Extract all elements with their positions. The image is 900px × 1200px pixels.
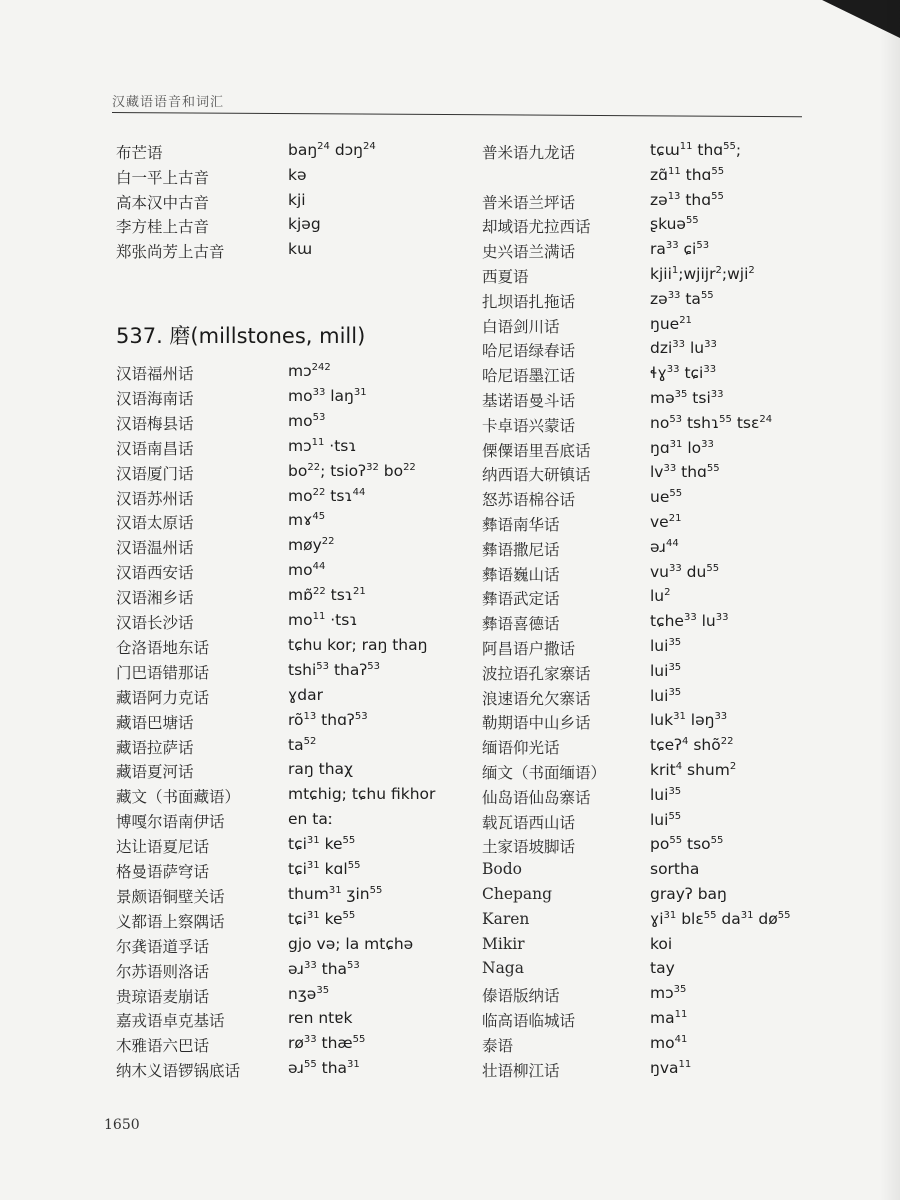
entry-language: 汉语苏州话 [116,489,194,508]
entry-language: 贵琼语麦崩话 [116,987,210,1006]
entry-language: 浪速语允欠寨话 [482,689,591,708]
entry-language: 普米语兰坪话 [482,193,576,212]
entry-form: kɯ [288,240,313,259]
entry-language: 布芒语 [116,144,163,162]
entry-language: 彝语巍山话 [482,565,560,584]
entry-language: 基诺语曼斗话 [482,392,576,410]
entry-form: tɕi$^{31}$ $ke^{55}$ [288,835,356,854]
entry-language: 西夏语 [482,268,529,286]
entry-language: 普米语九龙话 [482,144,576,162]
entry-form: møy$^{22}$ [288,536,335,555]
entry-form: zə$^{13}$ thɑ$^{55}$ [650,190,724,209]
entry-form: tshi$^{53}$ thaʔ$^{53}$ [288,660,381,679]
entry-language: 门巴语错那话 [116,663,210,682]
entry-language: 阿昌语户撒话 [482,640,576,658]
entry-form: tɕɯ$^{11}$ thɑ$^{55}$; [650,141,742,159]
entry-language: 汉语长沙话 [116,614,194,632]
entry-language: 怒苏语棉谷话 [482,491,576,510]
entry-form: $mo^{44}$ [288,561,326,580]
entry-language: 汉语西安话 [116,564,194,583]
entry-form: zə$^{33}$ $ta^{55}$ [650,289,714,308]
entry-language: 藏语阿力克话 [116,688,210,707]
entry-form: kə [288,165,307,184]
entry-form: ɬɣ$^{33}$ tɕi$^{33}$ [650,364,717,383]
entry-language: 汉语梅县话 [116,414,194,433]
entry-form: tɕi$^{31}$ $ke^{55}$ [288,909,356,928]
entry-language: 纳西语大研镇话 [482,466,591,485]
entry-form: grayʔ baŋ [650,885,727,903]
entry-form: kjii$^1$;wjijr$^2$;wji$^2$ [650,265,755,283]
entry-language: 傣语版纳话 [482,987,560,1006]
entry-language: 壮语柳江话 [482,1061,560,1080]
entry-language: 缅语仰光话 [482,739,560,758]
entry-form: lui$^{35}$ [650,637,682,655]
entry-language: 藏语巴塘话 [116,713,194,732]
entry-form: $lv^{33}$ thɑ$^{55}$ [650,463,720,482]
entry-language: 勒期语中山乡话 [482,714,591,733]
entry-form: $ra^{33}$ ɕi$^{53}$ [650,240,710,259]
entry-language: Bodo [482,860,522,879]
page-number: 1650 [104,1117,140,1133]
entry-form: $po^{55}$ tso$^{55}$ [650,835,724,854]
entry-form: $mo^{33}$ laŋ$^{31}$ [288,386,367,405]
entry-form: luk$^{31}$ ləŋ$^{33}$ [650,711,728,730]
entry-form: $mo^{11}$ ·tsɿ [288,611,358,629]
entry-form: $ta^{52}$ [288,735,317,754]
entry-form: əɹ$^{33}$ tha$^{53}$ [288,959,360,978]
entry-form: baŋ$^{24}$ dɔŋ$^{24}$ [288,141,376,159]
entry-form: ŋva$^{11}$ [650,1058,692,1077]
entry-language: 彝语武定话 [482,590,560,609]
entry-form: $ma^{11}$ [650,1009,688,1027]
entry-form: raŋ thaχ [288,760,353,779]
entry-form: koi [650,934,673,953]
entry-language: 仙岛语仙岛寨话 [482,788,591,807]
entry-form: tɕhe$^{33}$ $lu^{33}$ [650,612,729,631]
entry-language: 汉语福州话 [116,365,194,383]
entry-language: 格曼语萨穹话 [116,863,210,881]
entry-language: 木雅语六巴话 [116,1037,210,1056]
entry-language: Naga [482,959,524,978]
entry-form: $vu^{33}$ $du^{55}$ [650,562,720,581]
entry-form: ɣi$^{31}$ blɛ$^{55}$ $da^{31}$ $dø^{55}$ [650,909,791,928]
entry-form: tɕeʔ$^4$ shõ$^{22}$ [650,736,734,755]
entry-language: 哈尼语绿春话 [482,342,576,361]
entry-language: 白一平上古音 [116,168,210,187]
entry-language: 达让语夏尼话 [116,838,210,857]
entry-language: 纳木义语锣锅底话 [116,1062,241,1081]
entry-form: lui$^{35}$ [650,785,682,804]
entry-form: $rõ^{13}$ thɑʔ$^{53}$ [288,710,368,729]
entry-language: 载瓦语西山话 [482,813,576,832]
entry-language: 彝语南华话 [482,516,560,534]
page-edge-shadow [880,0,900,1200]
entry-language: 嘉戎语卓克基话 [116,1012,225,1031]
entry-language: 彝语喜德话 [482,615,560,634]
entry-language: 仓洛语地东话 [116,638,210,657]
entry-form: $ve^{21}$ [650,513,682,531]
entry-form: tay [650,959,675,978]
entry-language: 高本汉中古音 [116,193,210,212]
entry-language: 汉语太原话 [116,514,194,533]
entry-language: 藏语拉萨话 [116,738,194,757]
entry-language: 泰语 [482,1036,514,1055]
entry-form: ren ntɐk [288,1009,353,1028]
entry-form: əɹ$^{44}$ [650,537,679,556]
entry-form: ŋɑ$^{31}$ $lo^{33}$ [650,438,714,457]
header-rule [112,112,802,117]
entry-language: 义都语上察隅话 [116,912,225,931]
entry-form: mɔ$^{11}$ ·tsɿ [288,436,357,455]
entry-language: 哈尼语墨江话 [482,367,576,386]
entry-form: lui$^{55}$ [650,810,682,829]
entry-form: lui$^{35}$ [650,686,682,705]
entry-form: ŋue$^{21}$ [650,314,692,333]
entry-form: ʂkuə$^{55}$ [650,215,699,234]
entry-language: 藏语夏河话 [116,763,194,782]
entry-language: 临高语临城话 [482,1012,576,1030]
entry-language: 博嘎尔语南伊话 [116,813,225,832]
entry-form: zɑ̃$^{11}$ thɑ$^{55}$ [650,165,725,184]
entry-form: $lu^2$ [650,587,671,606]
entry-form: $no^{53}$ tshɿ$^{55}$ tsɛ$^{24}$ [650,413,773,432]
entry-form: en taː [288,810,334,829]
entry-language: 尔龚语道孚话 [116,937,210,956]
entry-form: mɤ$^{45}$ [288,511,326,530]
entry-language: 缅文（书面缅语） [482,764,607,782]
entry-form: $bo^{22}$; tsioʔ$^{32}$ $bo^{22}$ [288,461,416,480]
entry-language: Karen [482,909,530,928]
entry-form: $mo^{41}$ [650,1033,688,1052]
entry-language: 汉语南昌话 [116,439,194,458]
entry-language: 却域语尤拉西话 [482,218,591,237]
entry-language: 扎坝语扎拖话 [482,292,576,311]
entry-form: kji [288,190,306,209]
entry-language: 汉语湘乡话 [116,589,194,608]
entry-form: kjəg [288,215,321,234]
entry-form: mə$^{35}$ tsi$^{33}$ [650,389,724,407]
entry-form: tɕi$^{31}$ kɑl$^{55}$ [288,860,361,878]
entry-language: 波拉语孔家寨话 [482,664,591,683]
entry-language: 傈僳语里吾底话 [482,441,591,460]
entry-form: $ue^{55}$ [650,488,683,507]
entry-form: gjo və; la mtɕhə [288,934,414,953]
entry-form: $mo^{53}$ [288,411,326,430]
entry-language: 汉语厦门话 [116,464,194,483]
entry-language: 汉语温州话 [116,539,194,558]
entry-form: $rø^{33}$ thæ$^{55}$ [288,1034,366,1053]
running-header: 汉藏语语音和词汇 [112,95,225,110]
entry-form: əɹ$^{55}$ tha$^{31}$ [288,1059,360,1078]
entry-language: Mikir [482,934,525,953]
entry-form: mtɕhig; tɕhu fikhor [288,785,436,804]
entry-form: krit$^4$ shum$^2$ [650,761,737,779]
entry-language: 藏文（书面藏语） [116,788,241,807]
entry-language: 李方桂上古音 [116,218,210,237]
entry-language: 郑张尚芳上古音 [116,243,225,262]
entry-language: 景颇语铜壁关话 [116,887,225,906]
entry-language: Chepang [482,885,553,903]
entry-form: thum$^{31}$ ʒin$^{55}$ [288,884,383,903]
entry-language: 尔苏语则洛话 [116,962,210,981]
entry-form: lui$^{35}$ [650,661,682,680]
entry-form: dzi$^{33}$ $lu^{33}$ [650,339,717,358]
entry-form: mɔ$^{35}$ [650,984,687,1003]
entry-form: tɕhu kor; raŋ thaŋ [288,635,428,654]
entry-language: 卡卓语兴蒙话 [482,416,576,435]
entry-language: 史兴语兰满话 [482,243,576,262]
entry-language: 彝语撒尼话 [482,540,560,559]
entry-form: mɒ̃$^{22}$ tsɿ$^{21}$ [288,586,366,605]
entry-form: mɔ$^{242}$ [288,362,331,380]
section-title: 537. 磨(millstones, mill) [116,324,366,348]
entry-language: 汉语海南话 [116,389,194,408]
entry-form: $mo^{22}$ tsɿ$^{44}$ [288,486,366,505]
entry-form: ɣdar [288,685,323,704]
entry-form: sortha [650,860,700,879]
entry-language: 土家语坡脚话 [482,838,576,857]
entry-language: 白语剑川话 [482,317,560,336]
entry-form: nʒə$^{35}$ [288,984,330,1003]
